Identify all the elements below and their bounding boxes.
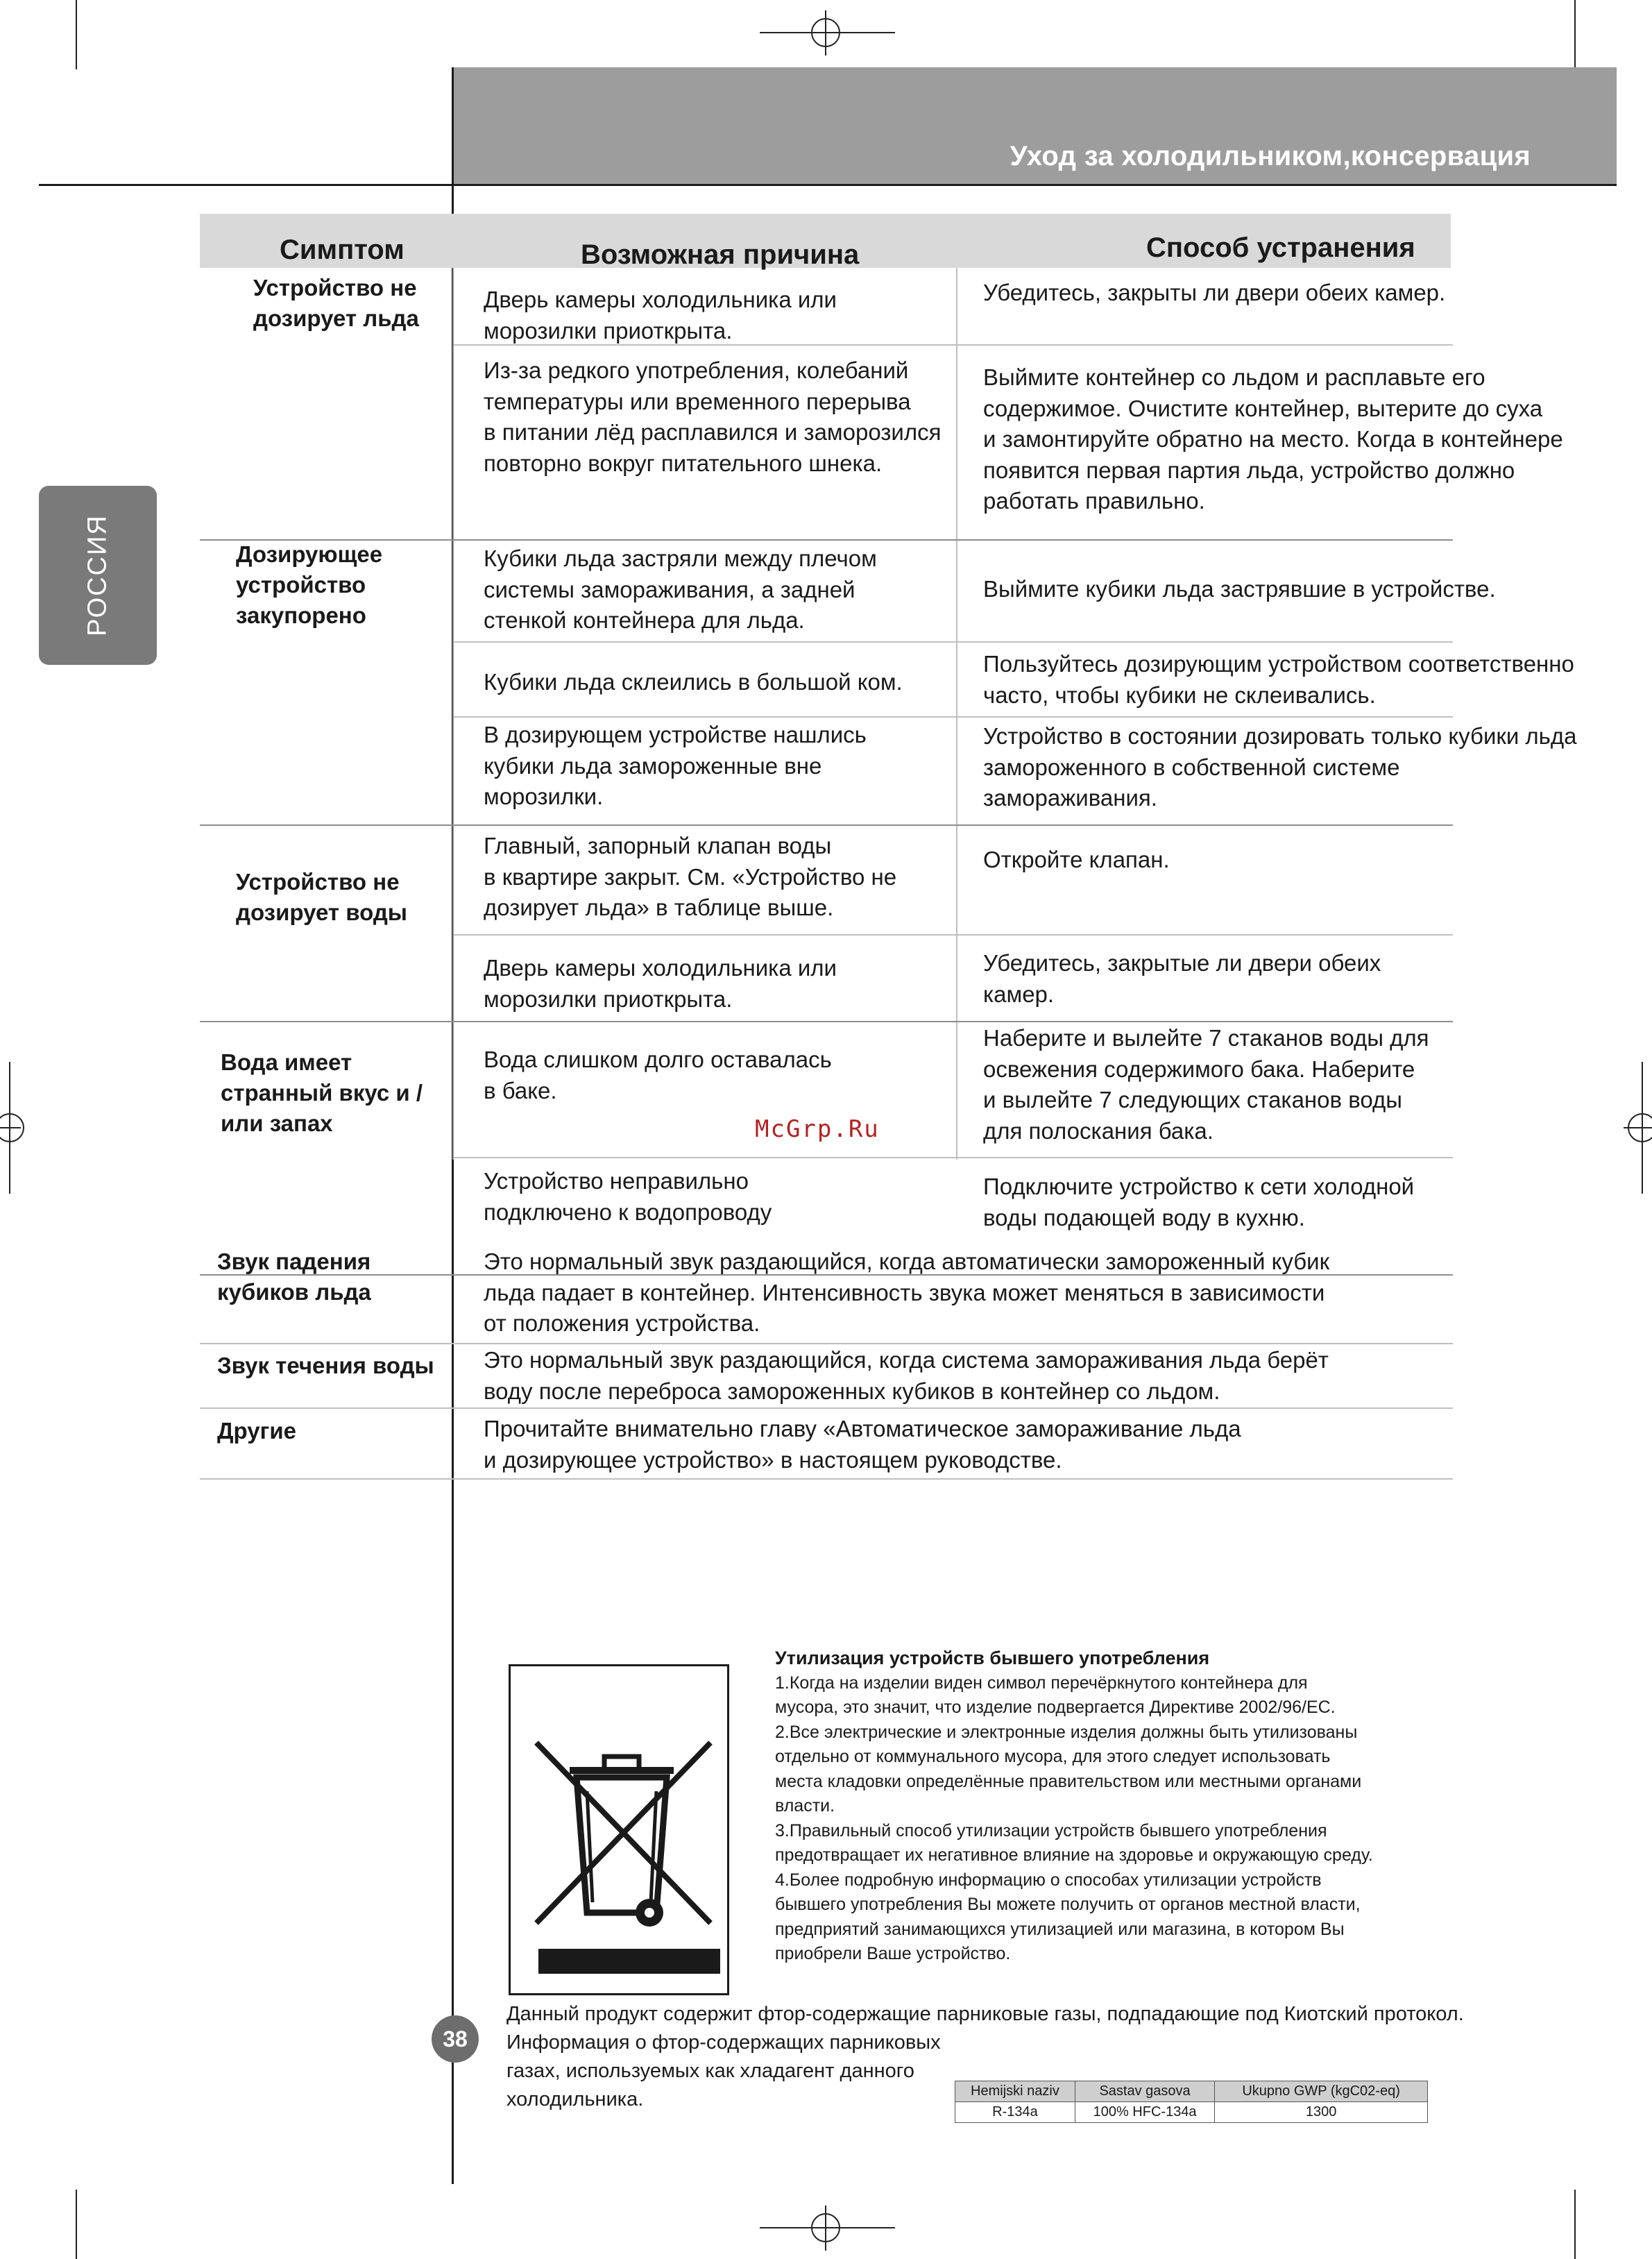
fgas-table-header — [955, 2081, 1428, 2102]
noise-explanation: Это нормальный звук раздающийся, когда система замораживания льда берёт воду после переброса замороженных кубиков в контейнер со льдом. — [484, 1347, 1329, 1404]
remedy-cell: Убедитесь, закрытые ли двери обеих камер. — [983, 950, 1381, 1007]
remedy-cell: Убедитесь, закрыты ли двери обеих камер. — [983, 280, 1446, 305]
weee-symbol-box — [509, 1664, 729, 1995]
remedy-cell: Выймите кубики льда застрявшие в устройстве. — [983, 576, 1496, 602]
fgas-line-1: Данный продукт содержит фтор-содержащие парниковые газы, подпадающие под Киотский протокол. — [506, 2003, 1464, 2025]
group-divider — [200, 539, 1453, 541]
cause-cell: В дозирующем устройстве нашлись кубики льда замороженные вне морозилки. — [484, 722, 867, 809]
remedy-cell: Подключите устройство к сети холодной воды подающей воду в кухню. — [983, 1174, 1415, 1230]
symptom-water-flow: Звук течения воды — [217, 1353, 434, 1378]
row-divider — [454, 641, 1453, 643]
table-bottom-rule — [200, 1478, 1453, 1480]
fgas-chemical: R-134a — [955, 2102, 1075, 2123]
group-divider — [200, 1021, 1453, 1022]
symptom-water-taste: Вода имеет странный вкус и / или запах — [221, 1049, 423, 1136]
cause-cell: Дверь камеры холодильника или морозилки приоткрыта. — [484, 287, 837, 344]
symptom-other: Другие — [217, 1418, 296, 1444]
section-title: Уход за холодильником,консервация — [1010, 141, 1531, 171]
cause-cell: Устройство неправильно подключено к водопроводу — [484, 1168, 772, 1225]
symptom-ice-falling: Звук падения кубиков льда — [217, 1249, 371, 1305]
row-divider — [454, 1157, 1453, 1158]
col-symptom-header: Симптом — [280, 235, 405, 265]
symptom-no-water: Устройство не дозирует воды — [236, 869, 407, 925]
watermark: McGrp.Ru — [755, 1115, 880, 1143]
noise-explanation: Это нормальный звук раздающийся, когда автоматически замороженный кубик льда падает в контейнер. Интенсивность звука может меняться в зависимости от положения устройства. — [484, 1249, 1330, 1336]
remedy-cell: Наберите и вылейте 7 стаканов воды для освежения содержимого бака. Наберите и вылейте 7 следующих стаканов воды для полоскания бака. — [983, 1025, 1429, 1144]
cause-cell: Дверь камеры холодильника или морозилки приоткрыта. — [484, 955, 837, 1012]
fgas-col-composition: Sastav gasova — [1075, 2081, 1214, 2102]
symptom-dispenser-clogged: Дозирующее устройство закупорено — [236, 541, 383, 628]
remedy-cell: Выймите контейнер со льдом и расплавьте его содержимое. Очистите контейнер, вытерите до суха и замонтируйте обратно на место. Когда в контейнере появится первая партия льда, устройство должно работать правильно. — [983, 364, 1563, 514]
cause-cell: Главный, запорный клапан воды в квартире закрыт. См. «Устройство не дозирует льда» в таблице выше. — [484, 833, 897, 920]
group-divider — [200, 824, 1453, 826]
noise-explanation: Прочитайте внимательно главу «Автоматическое замораживание льда и дозирующее устройство» в настоящем руководстве. — [484, 1416, 1241, 1473]
row-divider — [454, 716, 1453, 718]
cause-column-line — [452, 268, 454, 1160]
table-row — [955, 2102, 1428, 2123]
cause-cell: Из-за редкого употребления, колебаний температуры или временного перерыва в питании лёд расплавился и заморозился повторно вокруг питательного шнека. — [484, 357, 942, 476]
language-tab-label: РОССИЯ — [83, 514, 112, 636]
disposal-item: 4.Более подробную информацию о способах утилизации устройств бывшего употребления Вы можете получить от органов местной власти, предприятий занимающихся утилизацией или магазина, в котором Вы приобрели Ваше устройство. — [775, 1870, 1361, 1963]
col-remedy-header: Способ устранения — [1146, 232, 1415, 263]
disposal-info — [775, 1646, 1427, 1967]
row-divider — [454, 934, 1453, 936]
disposal-item: 3.Правильный способ утилизации устройств бывшего употребления предотвращает их негативное влияние на здоровье и окружающую среду. — [775, 1820, 1373, 1865]
remedy-cell: Устройство в состоянии дозировать только кубики льда замороженного в собственной системе замораживания. — [983, 723, 1577, 811]
language-tab — [39, 486, 157, 665]
disposal-title: Утилизация устройств бывшего употребления — [775, 1648, 1210, 1668]
remedy-cell: Откройте клапан. — [983, 847, 1170, 872]
row-divider — [200, 1407, 1453, 1409]
symptom-no-ice: Устройство не дозирует льда — [253, 275, 419, 331]
disposal-item: 1.Когда на изделии виден символ перечёркнутого контейнера для мусора, это значит, что изделие подвергается Директиве 2002/96/ЕС. — [775, 1673, 1336, 1717]
remedy-column-line — [956, 268, 957, 1160]
row-divider — [454, 344, 1453, 346]
header-rule — [39, 184, 1617, 186]
row-divider — [200, 1343, 1453, 1344]
fgas-gwp: 1300 — [1215, 2102, 1428, 2123]
disposal-item: 2.Все электрические и электронные изделия должны быть утилизованы отдельно от коммунального мусора, для этого следует использовать места кладовки определённые правительством или местными органами власти. — [775, 1722, 1362, 1816]
fgas-composition: 100% HFC-134a — [1075, 2102, 1214, 2123]
page-number: 38 — [432, 2015, 479, 2063]
fgas-line-2: Информация о фтор-содержащих парниковых газах, используемых как хладагент данного холодильника. — [506, 2031, 941, 2110]
remedy-cell: Пользуйтесь дозирующим устройством соответственно часто, чтобы кубики не склеивались. — [983, 651, 1574, 708]
crossed-bin-icon — [511, 1666, 727, 1993]
fgas-table — [955, 2081, 1428, 2123]
fgas-col-gwp: Ukupno GWP (kgC02-eq) — [1215, 2081, 1428, 2102]
cause-cell: Кубики льда застряли между плечом системы замораживания, а задней стенкой контейнера для льда. — [484, 545, 877, 633]
cause-cell: Вода слишком долго оставалась в баке. — [484, 1047, 832, 1103]
cause-cell: Кубики льда склеились в большой ком. — [484, 669, 903, 695]
col-cause-header: Возможная причина — [581, 239, 860, 270]
fgas-col-chemical: Hemijski naziv — [955, 2081, 1075, 2102]
